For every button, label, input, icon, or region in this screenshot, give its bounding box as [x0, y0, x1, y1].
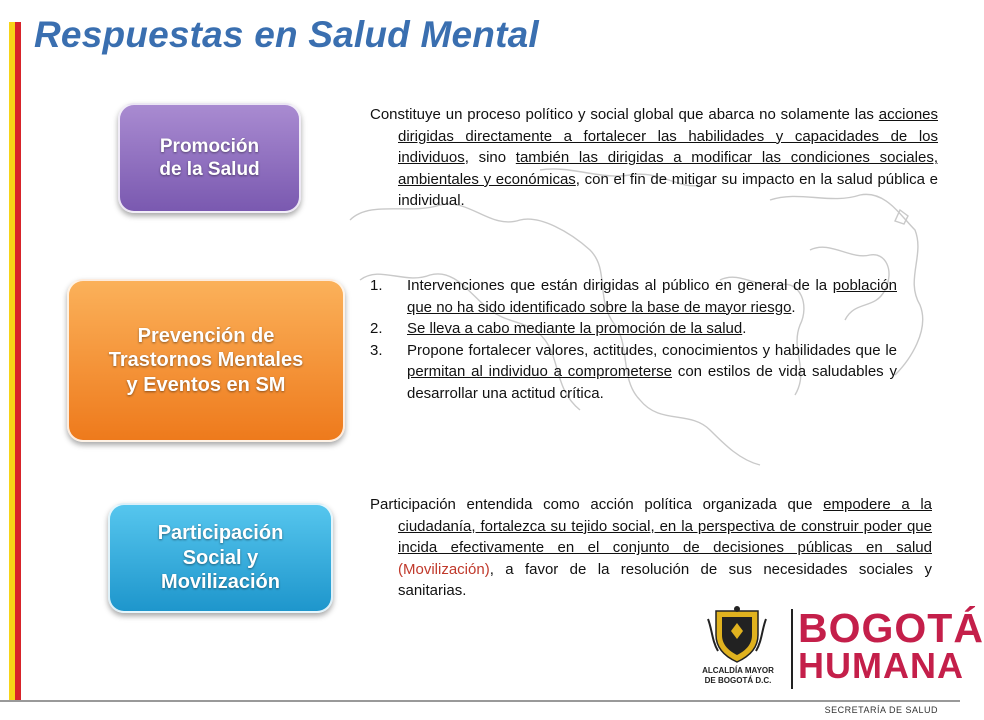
- prevencion-line-3: y Eventos en SM: [126, 373, 286, 396]
- alcaldia-line-1: ALCALDÍA MAYOR: [702, 666, 774, 675]
- prevencion-line-2: Trastornos Mentales: [108, 349, 304, 372]
- prevencion-trastornos-box[interactable]: [67, 279, 345, 442]
- promocion-line-2: de la Salud: [159, 159, 260, 180]
- list-number: 1.: [370, 277, 383, 294]
- item-1-end: .: [791, 298, 796, 316]
- participacion-line-3: Movilización: [161, 571, 280, 594]
- item-1-underlined: población que no ha sido identificado sobre la base de mayor riesgo: [407, 277, 897, 316]
- alcaldia-logo-text: [690, 666, 786, 686]
- participacion-text-3: , a favor de la resolución de sus necesidades sociales y sanitarias.: [398, 560, 932, 600]
- prevencion-line-1: Prevención de: [137, 324, 275, 347]
- logo-divider: [791, 609, 793, 689]
- list-number: 2.: [370, 320, 383, 338]
- page-title: Respuestas en Salud Mental: [34, 14, 539, 55]
- item-1-text: Intervenciones que están dirigidas al público en general de la: [407, 277, 833, 294]
- list-item: [370, 275, 897, 318]
- item-3-end: con estilos de vida saludables y desarrollar una actitud crítica.: [407, 363, 897, 402]
- item-3-text: Propone fortalecer valores, actitudes, conocimientos y habilidades que le: [407, 341, 897, 359]
- promocion-salud-box[interactable]: [118, 103, 301, 213]
- promocion-text-1: Constituye un proceso político y social global que abarca no solamente las: [370, 106, 879, 123]
- footer-label: SECRETARÍA DE SALUD: [824, 705, 938, 715]
- list-item: [370, 318, 897, 340]
- movilizacion-highlight: (Movilización): [398, 560, 490, 578]
- bottom-rule: [0, 700, 960, 702]
- list-text: [407, 275, 897, 318]
- participacion-underlined: empodere a la ciudadanía, fortalezca su tejido social, en la perspectiva de construir poder que incida efectivamente en el conjunto de decisiones públicas en salud: [398, 496, 932, 557]
- list-item: [370, 340, 897, 405]
- list-number: 3.: [370, 341, 383, 359]
- item-2-underlined: Se lleva a cabo mediante la promoción de la salud: [407, 320, 743, 338]
- item-3-underlined: permitan al individuo a comprometerse: [407, 363, 673, 381]
- promocion-description: [370, 104, 938, 212]
- list-text: [407, 340, 897, 405]
- promocion-underlined-2: también las dirigidas a modificar las condiciones sociales, ambientales y económicas: [398, 149, 938, 188]
- bogota-logo-line-2: HUMANA: [798, 645, 964, 686]
- alcaldia-line-2: DE BOGOTÁ D.C.: [704, 676, 772, 685]
- bogota-logo-line-1: BOGOTÁ: [798, 605, 984, 651]
- coat-of-arms-icon: [704, 605, 770, 665]
- participacion-description: [370, 494, 932, 602]
- promocion-text-3: , con el fin de mitigar su impacto en la salud pública e individual.: [398, 170, 939, 210]
- logos-area: [690, 603, 984, 698]
- participacion-line-1: Participación: [157, 522, 284, 545]
- promocion-underlined-1: acciones dirigidas directamente a fortalecer las habilidades y capacidades de los individuos: [398, 106, 938, 167]
- red-stripe: [15, 22, 21, 700]
- prevencion-list: [370, 275, 897, 405]
- participacion-social-box[interactable]: [108, 503, 333, 613]
- promocion-text-2: , sino: [464, 149, 516, 167]
- list-text: [407, 318, 897, 340]
- participacion-text-1: Participación entendida como acción política organizada que: [370, 496, 824, 513]
- promocion-line-1: Promoción: [159, 135, 260, 157]
- participacion-line-2: Social y: [182, 546, 259, 569]
- item-2-end: .: [742, 320, 747, 338]
